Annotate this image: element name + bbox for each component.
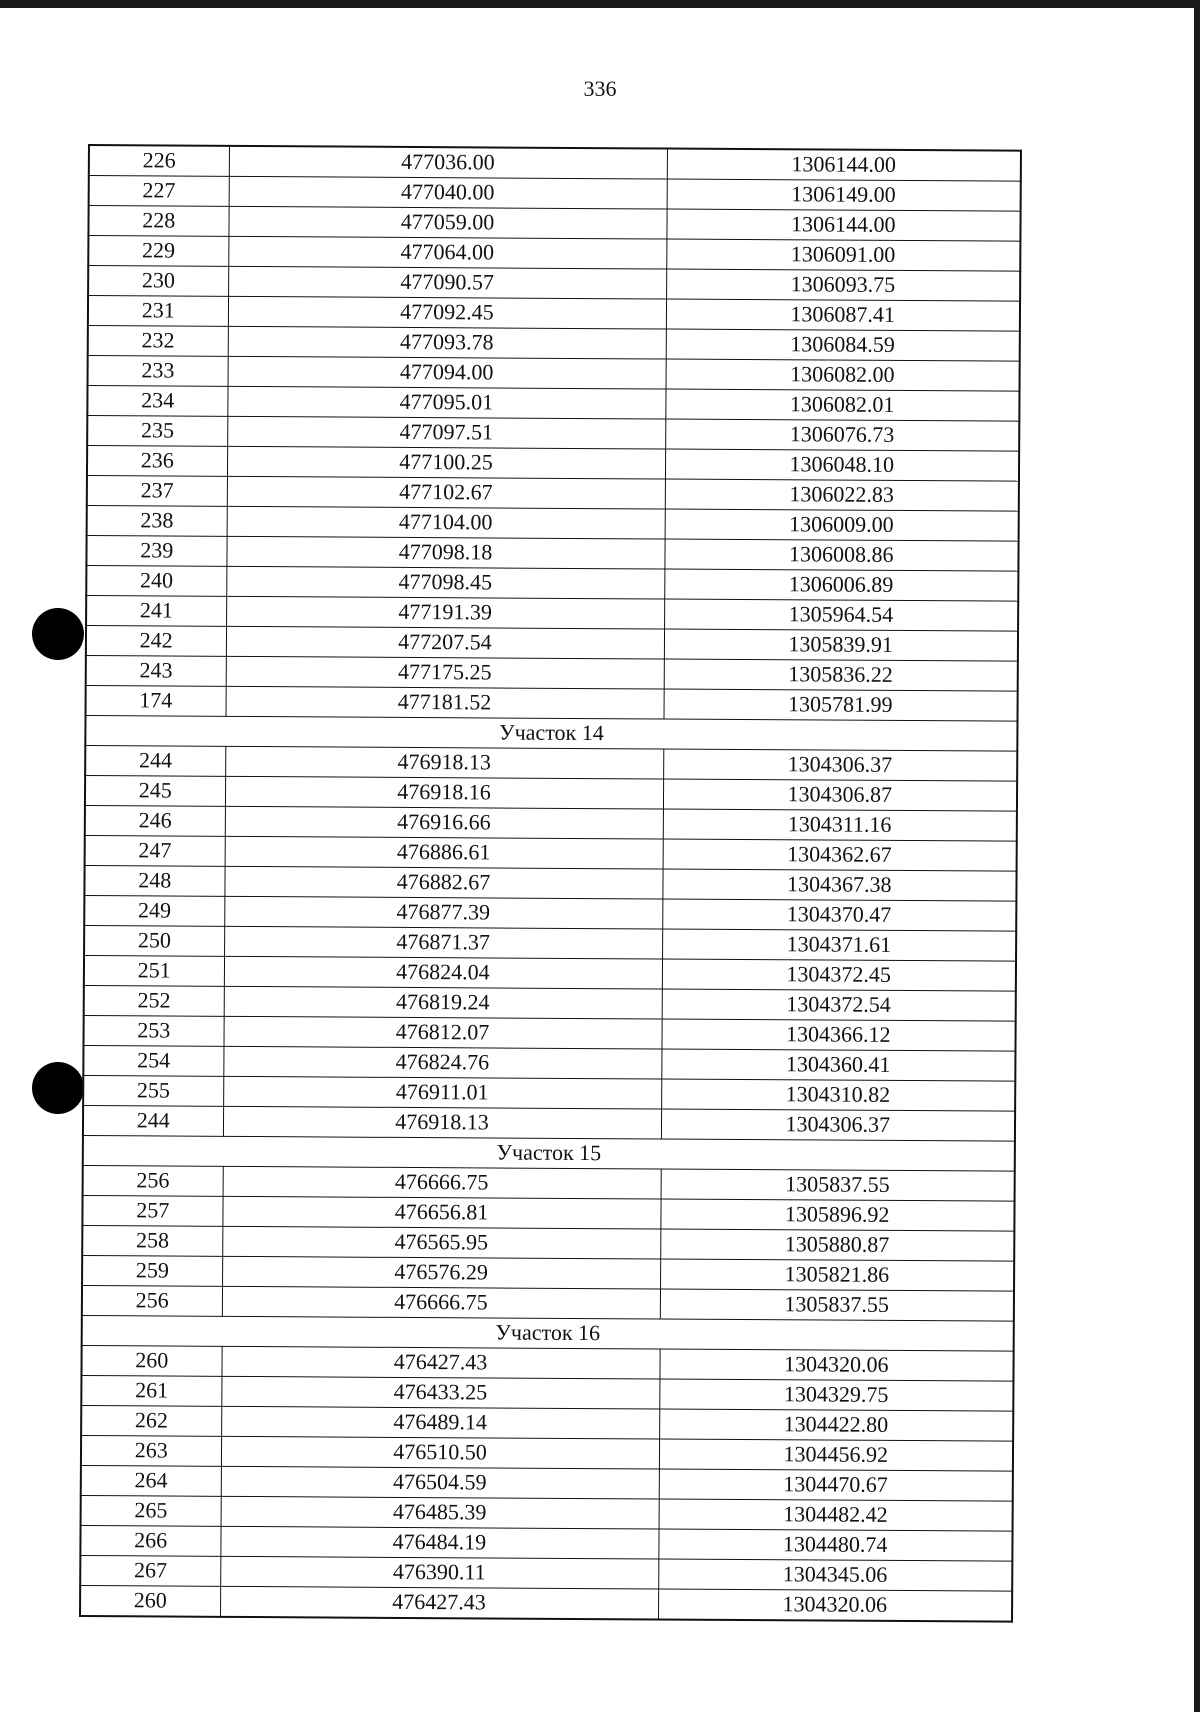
point-number-cell: 241 bbox=[86, 595, 226, 626]
x-coordinate-cell: 477036.00 bbox=[229, 146, 667, 179]
point-number-cell: 252 bbox=[84, 985, 224, 1016]
y-coordinate-cell: 1306082.01 bbox=[665, 389, 1019, 421]
point-number-cell: 249 bbox=[84, 895, 224, 926]
x-coordinate-cell: 477094.00 bbox=[228, 356, 666, 389]
point-number-cell: 257 bbox=[82, 1195, 222, 1226]
point-number-cell: 235 bbox=[87, 415, 227, 446]
y-coordinate-cell: 1304362.67 bbox=[663, 839, 1017, 871]
y-coordinate-cell: 1306006.89 bbox=[664, 569, 1018, 601]
y-coordinate-cell: 1305964.54 bbox=[664, 599, 1018, 631]
coordinates-table-body bbox=[80, 145, 1021, 1621]
x-coordinate-cell: 476824.04 bbox=[224, 956, 662, 989]
x-coordinate-cell: 476504.59 bbox=[221, 1466, 659, 1499]
x-coordinate-cell: 476916.66 bbox=[225, 806, 663, 839]
scan-edge-top bbox=[0, 0, 1200, 8]
y-coordinate-cell: 1304320.06 bbox=[659, 1349, 1013, 1381]
x-coordinate-cell: 477097.51 bbox=[227, 416, 665, 449]
point-number-cell: 174 bbox=[86, 685, 226, 716]
y-coordinate-cell: 1306022.83 bbox=[665, 479, 1019, 511]
point-number-cell: 251 bbox=[84, 955, 224, 986]
y-coordinate-cell: 1306084.59 bbox=[666, 329, 1020, 361]
point-number-cell: 265 bbox=[81, 1495, 221, 1526]
x-coordinate-cell: 477090.57 bbox=[228, 266, 666, 299]
y-coordinate-cell: 1306093.75 bbox=[666, 269, 1020, 301]
x-coordinate-cell: 476485.39 bbox=[221, 1496, 659, 1529]
point-number-cell: 259 bbox=[82, 1255, 222, 1286]
point-number-cell: 264 bbox=[81, 1465, 221, 1496]
y-coordinate-cell: 1305821.86 bbox=[660, 1259, 1014, 1291]
y-coordinate-cell: 1304456.92 bbox=[659, 1439, 1013, 1471]
point-number-cell: 250 bbox=[84, 925, 224, 956]
x-coordinate-cell: 477098.18 bbox=[226, 536, 664, 569]
point-number-cell: 263 bbox=[81, 1435, 221, 1466]
y-coordinate-cell: 1306048.10 bbox=[665, 449, 1019, 481]
x-coordinate-cell: 477104.00 bbox=[227, 506, 665, 539]
y-coordinate-cell: 1304482.42 bbox=[659, 1499, 1013, 1531]
x-coordinate-cell: 476918.13 bbox=[223, 1106, 661, 1139]
y-coordinate-cell: 1306091.00 bbox=[666, 239, 1020, 271]
page-number: 336 bbox=[583, 76, 617, 101]
scan-edge-right bbox=[1194, 0, 1200, 1712]
point-number-cell: 255 bbox=[83, 1075, 223, 1106]
x-coordinate-cell: 476427.43 bbox=[220, 1586, 658, 1619]
point-number-cell: 240 bbox=[86, 565, 226, 596]
point-number-cell: 243 bbox=[86, 655, 226, 686]
x-coordinate-cell: 477207.54 bbox=[226, 626, 664, 659]
x-coordinate-cell: 476576.29 bbox=[222, 1256, 660, 1289]
x-coordinate-cell: 476666.75 bbox=[222, 1286, 660, 1319]
point-number-cell: 267 bbox=[80, 1555, 220, 1586]
table-row bbox=[80, 1585, 1012, 1621]
point-number-cell: 242 bbox=[86, 625, 226, 656]
x-coordinate-cell: 477059.00 bbox=[228, 206, 666, 239]
point-number-cell: 247 bbox=[85, 835, 225, 866]
x-coordinate-cell: 476871.37 bbox=[224, 926, 662, 959]
point-number-cell: 258 bbox=[82, 1225, 222, 1256]
y-coordinate-cell: 1304470.67 bbox=[659, 1469, 1013, 1501]
y-coordinate-cell: 1306144.00 bbox=[667, 149, 1021, 181]
x-coordinate-cell: 476819.24 bbox=[224, 986, 662, 1019]
x-coordinate-cell: 476918.13 bbox=[225, 746, 663, 779]
x-coordinate-cell: 476877.39 bbox=[224, 896, 662, 929]
point-number-cell: 237 bbox=[87, 475, 227, 506]
point-number-cell: 245 bbox=[85, 775, 225, 806]
x-coordinate-cell: 476390.11 bbox=[220, 1556, 658, 1589]
point-number-cell: 226 bbox=[89, 145, 229, 176]
y-coordinate-cell: 1306076.73 bbox=[665, 419, 1019, 451]
point-number-cell: 236 bbox=[87, 445, 227, 476]
x-coordinate-cell: 476886.61 bbox=[225, 836, 663, 869]
x-coordinate-cell: 476433.25 bbox=[221, 1376, 659, 1409]
x-coordinate-cell: 476510.50 bbox=[221, 1436, 659, 1469]
point-number-cell: 246 bbox=[85, 805, 225, 836]
y-coordinate-cell: 1304320.06 bbox=[658, 1589, 1012, 1621]
y-coordinate-cell: 1305896.92 bbox=[660, 1199, 1014, 1231]
point-number-cell: 239 bbox=[86, 535, 226, 566]
point-number-cell: 229 bbox=[88, 235, 228, 266]
point-number-cell: 231 bbox=[88, 295, 228, 326]
x-coordinate-cell: 476427.43 bbox=[221, 1346, 659, 1379]
y-coordinate-cell: 1306082.00 bbox=[666, 359, 1020, 391]
y-coordinate-cell: 1305839.91 bbox=[664, 629, 1018, 661]
y-coordinate-cell: 1305781.99 bbox=[663, 689, 1017, 721]
document-sheet bbox=[79, 144, 1020, 1622]
point-number-cell: 234 bbox=[87, 385, 227, 416]
point-number-cell: 254 bbox=[83, 1045, 223, 1076]
point-number-cell: 248 bbox=[84, 865, 224, 896]
x-coordinate-cell: 477181.52 bbox=[226, 686, 664, 719]
point-number-cell: 228 bbox=[88, 205, 228, 236]
x-coordinate-cell: 476565.95 bbox=[222, 1226, 660, 1259]
y-coordinate-cell: 1305837.55 bbox=[661, 1169, 1015, 1201]
x-coordinate-cell: 477092.45 bbox=[228, 296, 666, 329]
y-coordinate-cell: 1306144.00 bbox=[666, 209, 1020, 241]
x-coordinate-cell: 476489.14 bbox=[221, 1406, 659, 1439]
point-number-cell: 233 bbox=[88, 355, 228, 386]
coordinates-table bbox=[79, 144, 1022, 1622]
point-number-cell: 256 bbox=[83, 1165, 223, 1196]
x-coordinate-cell: 476484.19 bbox=[220, 1526, 658, 1559]
y-coordinate-cell: 1306149.00 bbox=[667, 179, 1021, 211]
y-coordinate-cell: 1304422.80 bbox=[659, 1409, 1013, 1441]
section-title: Участок 16 bbox=[82, 1315, 1014, 1351]
y-coordinate-cell: 1305880.87 bbox=[660, 1229, 1014, 1261]
point-number-cell: 232 bbox=[88, 325, 228, 356]
y-coordinate-cell: 1304329.75 bbox=[659, 1379, 1013, 1411]
y-coordinate-cell: 1304371.61 bbox=[662, 929, 1016, 961]
x-coordinate-cell: 476666.75 bbox=[223, 1166, 661, 1199]
y-coordinate-cell: 1304311.16 bbox=[663, 809, 1017, 841]
y-coordinate-cell: 1306008.86 bbox=[664, 539, 1018, 571]
y-coordinate-cell: 1304366.12 bbox=[661, 1019, 1015, 1051]
x-coordinate-cell: 476918.16 bbox=[225, 776, 663, 809]
punch-hole bbox=[32, 608, 84, 660]
y-coordinate-cell: 1304370.47 bbox=[662, 899, 1016, 931]
point-number-cell: 230 bbox=[88, 265, 228, 296]
x-coordinate-cell: 477095.01 bbox=[227, 386, 665, 419]
x-coordinate-cell: 477175.25 bbox=[226, 656, 664, 689]
x-coordinate-cell: 476911.01 bbox=[223, 1076, 661, 1109]
x-coordinate-cell: 477098.45 bbox=[226, 566, 664, 599]
y-coordinate-cell: 1306087.41 bbox=[666, 299, 1020, 331]
punch-hole bbox=[32, 1062, 84, 1114]
x-coordinate-cell: 476656.81 bbox=[222, 1196, 660, 1229]
y-coordinate-cell: 1304345.06 bbox=[658, 1559, 1012, 1591]
x-coordinate-cell: 477064.00 bbox=[228, 236, 666, 269]
y-coordinate-cell: 1306009.00 bbox=[665, 509, 1019, 541]
y-coordinate-cell: 1304310.82 bbox=[661, 1079, 1015, 1111]
point-number-cell: 260 bbox=[80, 1585, 220, 1616]
point-number-cell: 227 bbox=[89, 175, 229, 206]
y-coordinate-cell: 1304306.37 bbox=[663, 749, 1017, 781]
section-title: Участок 14 bbox=[85, 715, 1017, 751]
point-number-cell: 253 bbox=[83, 1015, 223, 1046]
point-number-cell: 244 bbox=[85, 745, 225, 776]
x-coordinate-cell: 476824.76 bbox=[223, 1046, 661, 1079]
point-number-cell: 260 bbox=[81, 1345, 221, 1376]
y-coordinate-cell: 1304372.54 bbox=[662, 989, 1016, 1021]
point-number-cell: 256 bbox=[82, 1285, 222, 1316]
point-number-cell: 238 bbox=[87, 505, 227, 536]
point-number-cell: 262 bbox=[81, 1405, 221, 1436]
y-coordinate-cell: 1304480.74 bbox=[658, 1529, 1012, 1561]
x-coordinate-cell: 477102.67 bbox=[227, 476, 665, 509]
y-coordinate-cell: 1304306.87 bbox=[663, 779, 1017, 811]
x-coordinate-cell: 476812.07 bbox=[223, 1016, 661, 1049]
point-number-cell: 244 bbox=[83, 1105, 223, 1136]
section-title: Участок 15 bbox=[83, 1135, 1015, 1171]
y-coordinate-cell: 1304367.38 bbox=[662, 869, 1016, 901]
x-coordinate-cell: 477093.78 bbox=[228, 326, 666, 359]
point-number-cell: 266 bbox=[80, 1525, 220, 1556]
y-coordinate-cell: 1305836.22 bbox=[664, 659, 1018, 691]
y-coordinate-cell: 1304360.41 bbox=[661, 1049, 1015, 1081]
x-coordinate-cell: 476882.67 bbox=[224, 866, 662, 899]
x-coordinate-cell: 477040.00 bbox=[229, 176, 667, 209]
y-coordinate-cell: 1305837.55 bbox=[660, 1289, 1014, 1321]
x-coordinate-cell: 477100.25 bbox=[227, 446, 665, 479]
x-coordinate-cell: 477191.39 bbox=[226, 596, 664, 629]
y-coordinate-cell: 1304372.45 bbox=[662, 959, 1016, 991]
y-coordinate-cell: 1304306.37 bbox=[661, 1109, 1015, 1141]
point-number-cell: 261 bbox=[81, 1375, 221, 1406]
